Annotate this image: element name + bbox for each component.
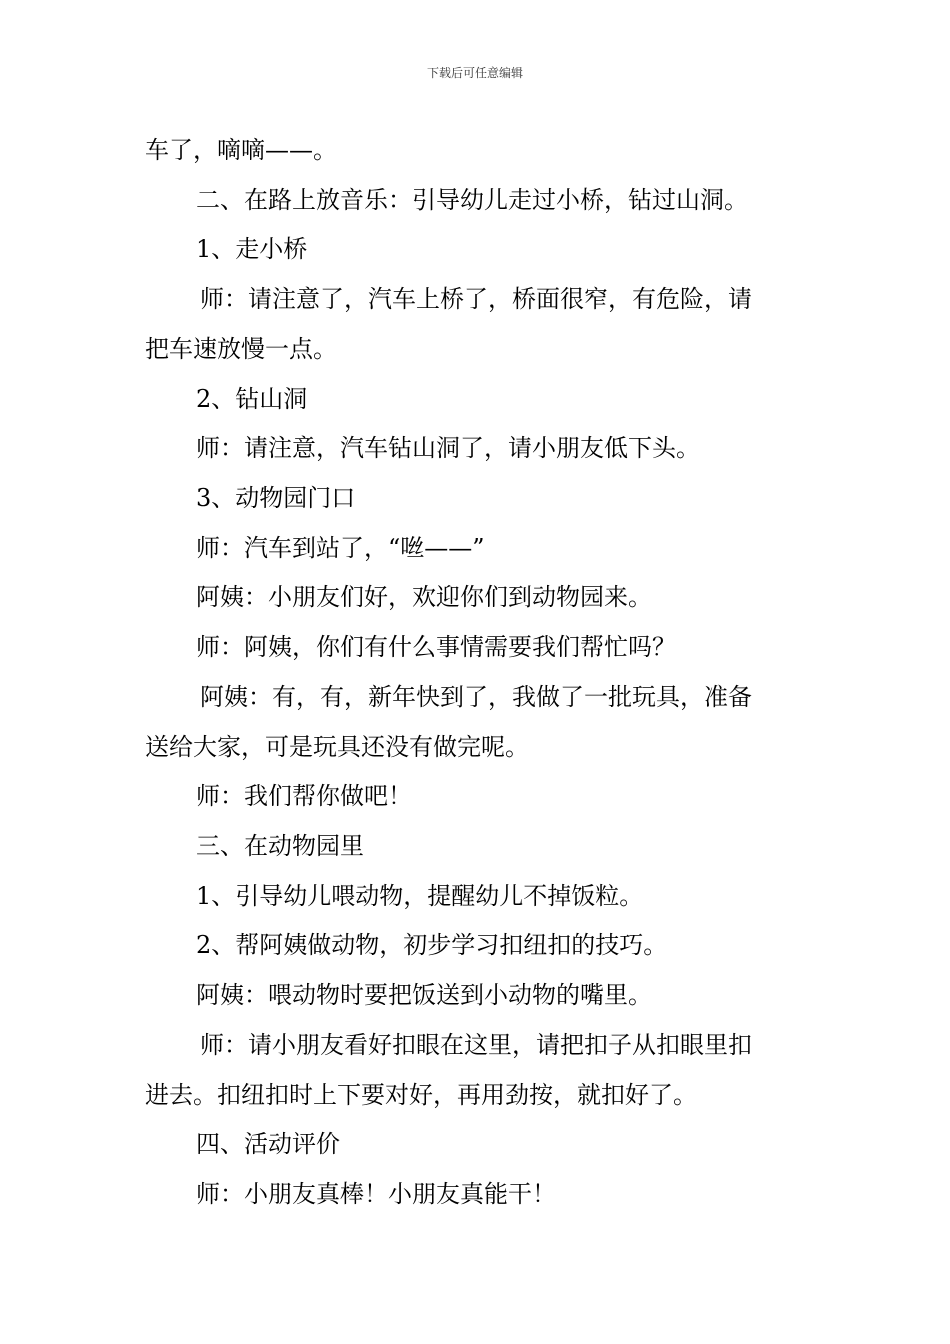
text-line: 师：小朋友真棒！小朋友真能干！ — [196, 1180, 556, 1208]
subsection-heading: 3、动物园门口 — [196, 484, 356, 512]
page-header: 下载后可任意编辑 — [426, 66, 523, 80]
subsection-heading: 2、帮阿姨做动物，初步学习扣纽扣的技巧。 — [196, 931, 668, 959]
text-line: 师：请注意了，汽车上桥了，桥面很窄，有危险，请 — [200, 285, 752, 313]
text-line: 把车速放慢一点。 — [145, 335, 337, 363]
section-heading: 四、活动评价 — [196, 1130, 340, 1158]
text-line: 阿姨：有，有，新年快到了，我做了一批玩具，准备 — [200, 683, 752, 711]
text-line: 师：阿姨，你们有什么事情需要我们帮忙吗？ — [196, 633, 676, 661]
subsection-heading: 1、引导幼儿喂动物，提醒幼儿不掉饭粒。 — [196, 882, 644, 910]
text-line: 师：我们帮你做吧！ — [196, 782, 412, 810]
subsection-heading: 1、走小桥 — [196, 235, 308, 263]
text-line: 送给大家，可是玩具还没有做完呢。 — [145, 733, 529, 761]
subsection-heading: 2、钻山洞 — [196, 385, 308, 413]
text-line: 师：请注意，汽车钻山洞了，请小朋友低下头。 — [196, 434, 700, 462]
section-heading: 三、在动物园里 — [196, 832, 364, 860]
text-line: 阿姨：喂动物时要把饭送到小动物的嘴里。 — [196, 981, 652, 1009]
text-line: 进去。扣纽扣时上下要对好，再用劲按，就扣好了。 — [145, 1081, 697, 1109]
text-line: 师：汽车到站了，“咝——” — [196, 534, 485, 562]
text-line: 车了，嘀嘀——。 — [145, 136, 337, 164]
text-line: 阿姨：小朋友们好，欢迎你们到动物园来。 — [196, 583, 652, 611]
text-line: 师：请小朋友看好扣眼在这里，请把扣子从扣眼里扣 — [200, 1031, 752, 1059]
section-heading: 二、在路上放音乐：引导幼儿走过小桥，钻过山洞。 — [196, 186, 748, 214]
